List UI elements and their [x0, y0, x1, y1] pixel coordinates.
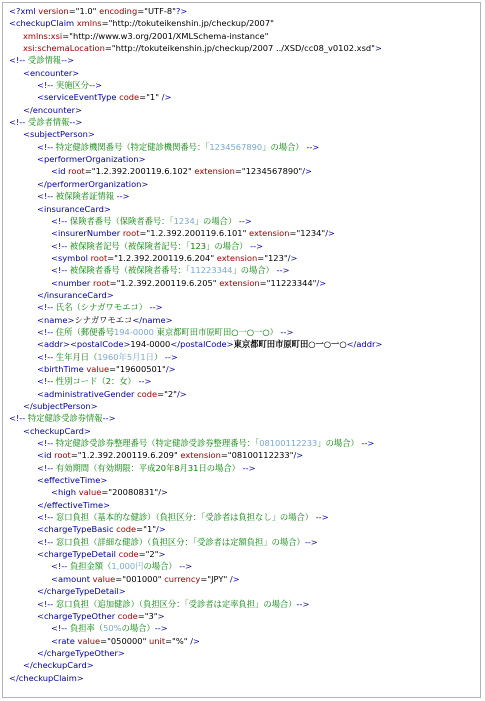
code-token-attr: extension	[216, 252, 258, 263]
code-token-attr: extension	[249, 228, 290, 239]
code-token-tag: <!--	[51, 623, 70, 634]
code-token-com: 負担金額（	[69, 561, 112, 572]
code-token-val: ="1.2.392.200119.6.205"	[109, 277, 220, 288]
code-token-faint: 194-0000	[114, 326, 154, 337]
code-line	[9, 437, 382, 449]
code-line	[9, 449, 382, 461]
code-line	[9, 67, 382, 79]
code-line	[9, 326, 382, 338]
code-line	[9, 511, 382, 523]
code-token-text: シナガワモエコ	[74, 314, 133, 325]
code-token-val: ="20080831"	[101, 487, 159, 498]
code-token-tag: <high	[51, 487, 79, 498]
code-token-tag: />	[293, 450, 304, 461]
code-line	[9, 388, 382, 400]
code-token-tag: >	[374, 43, 382, 54]
code-token-tag: <!--	[37, 191, 56, 202]
code-token-attr: root	[54, 450, 71, 461]
code-token-faint: 1234	[173, 215, 195, 226]
code-line	[9, 264, 382, 276]
code-line	[9, 30, 382, 42]
code-token-tag: </chargeTypeOther>	[37, 647, 125, 658]
code-token-faint: 50%	[103, 623, 122, 634]
code-token-faint: 1234567890	[209, 141, 263, 152]
code-token-tag: -->	[313, 512, 329, 523]
code-token-tag: <!--	[51, 561, 70, 572]
code-line	[9, 17, 382, 29]
code-token-tag: -->	[277, 326, 294, 337]
code-token-attr: extension	[180, 450, 221, 461]
code-token-val: ="001000"	[115, 573, 165, 584]
code-token-val: ="1.2.392.200119.6.209"	[70, 450, 181, 461]
code-token-tag: <!--	[37, 536, 56, 547]
code-token-val: ="1.2.392.200119.6.102"	[84, 166, 195, 177]
code-token-tag: <!--	[37, 462, 56, 473]
code-token-com: 被保険者記号（被保険者記号：「123」の場合）	[69, 240, 248, 251]
code-token-tag: <serviceEventType	[37, 92, 120, 103]
code-token-com: 特定健診機関番号（特定健診機関番号：「	[55, 141, 210, 152]
code-token-tag: <checkupClaim	[9, 18, 77, 29]
code-token-val: ="http://tokuteikenshin.jp/checkup/2007 ../XSD/cc08_v0102.xsd"	[104, 43, 375, 54]
code-token-tag: ?>	[176, 6, 188, 16]
code-line	[9, 523, 382, 535]
code-token-tag: </checkupClaim>	[9, 672, 84, 683]
code-line	[9, 91, 382, 103]
code-token-tag: <encounter>	[23, 67, 80, 78]
code-token-val: ="1234"	[289, 228, 326, 239]
code-token-tag: -->	[303, 141, 320, 152]
code-token-tag: >	[158, 549, 166, 560]
code-token-com: 負担率（	[69, 623, 104, 634]
code-token-tag: <id	[51, 166, 69, 177]
code-line	[9, 635, 382, 647]
code-line	[9, 462, 382, 474]
code-token-com: 保険者番号（保険者番号：「	[69, 215, 174, 226]
code-token-tag: />	[316, 277, 327, 288]
code-token-attr: root	[92, 277, 110, 288]
code-token-val: ="2"	[138, 549, 159, 560]
code-token-tag: <amount	[51, 573, 93, 584]
code-token-attr: value	[86, 363, 110, 374]
code-token-tag: />	[177, 388, 187, 399]
code-line	[9, 363, 382, 375]
code-token-tag: />	[190, 635, 200, 646]
code-token-tag: <administrativeGender	[37, 388, 138, 399]
code-token-tag: <id	[37, 450, 55, 461]
code-line	[9, 412, 382, 424]
code-token-attr: xmlns:xsi	[23, 30, 63, 41]
code-token-attr: code	[137, 388, 158, 399]
code-token-tag: />	[158, 487, 168, 498]
code-line	[9, 499, 382, 511]
code-token-tag: <!--	[37, 376, 56, 387]
code-token-tag: <!--	[37, 512, 56, 523]
code-token-attr: value	[77, 635, 101, 646]
code-line	[9, 227, 382, 239]
code-token-com: 氏名（シナガワモエコ）	[55, 302, 148, 313]
code-line	[9, 672, 382, 684]
code-token-tag: -->	[61, 55, 75, 66]
code-token-val: ="%"	[165, 635, 191, 646]
code-token-attr: extension	[194, 166, 235, 177]
code-token-attr: code	[116, 524, 137, 535]
code-token-tag: <addr>	[37, 339, 70, 350]
code-token-tag: />	[287, 252, 298, 263]
code-token-tag: <!--	[37, 141, 56, 152]
code-line	[9, 79, 382, 91]
code-line	[9, 314, 382, 326]
code-line	[9, 240, 382, 252]
code-line	[9, 5, 382, 17]
code-line	[9, 277, 382, 289]
code-token-attr: xmlns	[76, 18, 102, 29]
code-token-com: の場合）	[143, 561, 177, 572]
code-token-faint: 11223344	[190, 265, 233, 276]
code-token-com: 被保険者証情報	[55, 191, 114, 202]
code-token-tag: <!--	[9, 117, 28, 128]
code-token-tag: </addr>	[346, 339, 383, 350]
code-token-tag: </name>	[132, 314, 173, 325]
code-token-attr: root	[122, 228, 140, 239]
code-line	[9, 42, 382, 54]
code-token-tag: <?xml	[9, 6, 39, 16]
code-token-com: 受診者情報	[27, 117, 70, 128]
code-line	[9, 128, 382, 140]
code-token-attr: version	[38, 6, 69, 16]
code-token-tag: <postalCode>	[69, 339, 131, 350]
code-token-tag: -->	[114, 191, 130, 202]
code-token-tag: <!--	[9, 413, 28, 424]
code-line	[9, 598, 382, 610]
code-token-attr: value	[92, 573, 116, 584]
code-token-tag: />	[302, 166, 312, 177]
code-line	[9, 215, 382, 227]
code-token-tag: -->	[69, 117, 83, 128]
code-line	[9, 301, 382, 313]
code-token-attr: value	[78, 487, 102, 498]
code-token-com: 生年月日（	[55, 351, 98, 362]
xml-code-block	[9, 5, 382, 684]
code-token-tag: -->	[239, 462, 256, 473]
code-token-tag: </subjectPerson>	[23, 401, 98, 411]
code-token-tag: </performerOrganization>	[37, 178, 149, 189]
code-token-tag: <!--	[9, 55, 28, 66]
code-token-com: 特定健診受診券情報	[27, 413, 103, 424]
code-token-tag: <!--	[37, 598, 56, 609]
code-token-tag: <!--	[51, 215, 70, 226]
code-token-com: 」の場合）	[262, 141, 304, 152]
code-line	[9, 622, 382, 634]
code-token-com: 住所（郵便番号	[55, 326, 114, 337]
code-line	[9, 116, 382, 128]
code-line	[9, 647, 382, 659]
code-token-tag: -->	[247, 240, 264, 251]
code-line	[9, 338, 382, 350]
code-token-tag: -->	[135, 376, 152, 387]
code-token-com: 窓口負担（詳細な健診）（負担区分：「受診者は定額負担」の場合）	[55, 536, 305, 547]
code-token-attr: extension	[219, 277, 260, 288]
code-token-val: ="http://tokuteikenshin.jp/checkup/2007"	[101, 18, 274, 29]
code-token-com: 窓口負担（基本的な健診）（負担区分：「受診者は負担なし」の場合）	[55, 512, 314, 523]
code-token-attr: code	[119, 92, 140, 103]
code-token-tag: </encounter>	[23, 104, 82, 115]
code-token-tag: -->	[154, 623, 168, 634]
code-token-tag: />	[325, 228, 335, 239]
code-line	[9, 54, 382, 66]
code-token-tag: -->	[147, 302, 163, 313]
code-token-tag: -->	[89, 80, 103, 91]
code-line	[9, 141, 382, 153]
code-line	[9, 585, 382, 597]
code-token-tag: <insuranceCard>	[37, 203, 111, 214]
code-token-tag: />	[165, 363, 176, 374]
code-token-tag: <!--	[37, 351, 56, 362]
code-token-val: ="UTF-8"	[137, 6, 176, 16]
code-line	[9, 190, 382, 202]
code-line	[9, 474, 382, 486]
code-token-com: 特定健診受診券整理番号（特定健診受診券整理番号：「	[55, 438, 260, 449]
code-token-attr: xsi:schemaLocation	[23, 43, 105, 54]
code-token-com: 性別コード（2：女）	[55, 376, 136, 387]
code-token-tag: <!--	[37, 80, 56, 91]
code-line	[9, 252, 382, 264]
code-token-val: ="1.2.392.200119.6.101"	[139, 228, 250, 239]
code-token-tag: -->	[176, 561, 193, 572]
code-token-tag: <rate	[51, 635, 78, 646]
code-token-val: ="3"	[137, 610, 158, 621]
code-line	[9, 178, 382, 190]
code-token-tag: -->	[273, 265, 290, 276]
code-token-attr: root	[68, 166, 85, 177]
code-token-tag: <!--	[37, 326, 56, 337]
code-token-val: ="050000"	[100, 635, 150, 646]
code-token-tag: </postalCode>	[170, 339, 234, 350]
code-token-tag: <insurerNumber	[51, 228, 123, 239]
code-token-com: 東京都町田市原町田○一○一○）	[153, 326, 278, 337]
code-token-tag: </checkupCard>	[23, 660, 94, 671]
code-token-val: ="1"	[136, 524, 157, 535]
code-token-tag: </chargeTypeDetail>	[37, 586, 126, 597]
code-token-faint: 1960年5月1日	[97, 351, 154, 362]
code-line	[9, 104, 382, 116]
code-token-com: 」の場合）	[194, 215, 237, 226]
code-token-tag: -->	[102, 413, 116, 424]
code-token-tag: -->	[162, 351, 178, 362]
code-token-attr: currency	[164, 573, 201, 584]
code-token-attr: unit	[149, 635, 166, 646]
code-line	[9, 610, 382, 622]
code-line	[9, 351, 382, 363]
code-line	[9, 203, 382, 215]
code-line	[9, 548, 382, 560]
code-token-val: ="JPY"	[200, 573, 228, 584]
code-token-tag: <symbol	[51, 252, 91, 263]
code-token-com: ）	[153, 351, 163, 362]
code-token-val: ="2"	[157, 388, 178, 399]
code-token-com: 実施区分	[55, 80, 90, 91]
code-token-attr: code	[118, 549, 139, 560]
code-line	[9, 153, 382, 165]
code-token-tag: -->	[358, 438, 375, 449]
code-token-faint: 1,000円	[111, 561, 144, 572]
code-token-tag: <name>	[37, 314, 75, 325]
code-token-val: ="123"	[257, 252, 288, 263]
xml-document-view	[2, 2, 481, 698]
code-line	[9, 165, 382, 177]
code-token-val: ="1.2.392.200119.6.204"	[107, 252, 217, 263]
code-line	[9, 536, 382, 548]
code-token-attr: code	[117, 610, 138, 621]
code-token-tag: -->	[236, 215, 252, 226]
code-token-tag: <effectiveTime>	[37, 475, 108, 486]
code-line	[9, 560, 382, 572]
code-token-tag: </insuranceCard>	[37, 289, 114, 300]
code-token-tag: <birthTime	[37, 363, 87, 374]
code-token-tag: -->	[296, 598, 310, 609]
code-token-tag: <chargeTypeBasic	[37, 524, 117, 535]
code-token-val: ="1234567890"	[234, 166, 303, 177]
code-line	[9, 486, 382, 498]
code-token-val: ="1"	[139, 92, 162, 103]
code-line	[9, 289, 382, 301]
code-token-bold: 東京都町田市原町田○一○一○	[233, 339, 347, 350]
code-token-val: ="http://www.w3.org/2001/XMLSchema-instance"	[62, 30, 269, 41]
code-token-tag: <number	[51, 277, 93, 288]
code-line	[9, 659, 382, 671]
code-token-tag: />	[227, 573, 240, 584]
code-token-tag: </effectiveTime>	[37, 499, 111, 510]
code-token-com: 」の場合）	[317, 438, 359, 449]
code-line	[9, 400, 382, 412]
code-token-tag: <!--	[51, 240, 70, 251]
code-token-tag: >	[157, 610, 165, 621]
code-token-tag: <performerOrganization>	[37, 154, 146, 165]
code-token-com: 有効期間（有効期限：平成20年8月31日の場合）	[55, 462, 240, 473]
code-token-tag: />	[161, 92, 172, 103]
code-token-tag: -->	[304, 536, 318, 547]
code-token-tag: <!--	[37, 438, 56, 449]
code-token-val: ="08100112233"	[220, 450, 294, 461]
code-token-val: ="11223344"	[259, 277, 317, 288]
code-token-attr: encoding	[99, 6, 138, 16]
code-line	[9, 573, 382, 585]
code-token-com: の場合）	[121, 623, 155, 634]
code-token-val: ="1.0"	[68, 6, 100, 16]
code-token-com: 」の場合）	[232, 265, 274, 276]
code-token-tag: <checkupCard>	[23, 425, 91, 436]
code-token-tag: <!--	[37, 302, 56, 313]
code-token-tag: <!--	[51, 265, 70, 276]
code-token-tag: />	[156, 524, 166, 535]
code-line	[9, 425, 382, 437]
code-token-faint: 08100112233	[259, 438, 318, 449]
code-token-com: 窓口負担（追加健診）（負担区分：「受診者は定率負担」の場合）	[55, 598, 297, 609]
code-token-tag: <subjectPerson>	[23, 129, 95, 140]
code-token-com: 受診情報	[27, 55, 62, 66]
code-line	[9, 375, 382, 387]
code-token-com: 被保険者番号（被保険者番号：「	[69, 265, 191, 276]
code-token-tag: <chargeTypeDetail	[37, 549, 119, 560]
code-token-text: 194-0000	[130, 339, 171, 350]
code-token-attr: root	[90, 252, 108, 263]
code-token-val: ="19600501"	[109, 363, 166, 374]
code-token-tag: <chargeTypeOther	[37, 610, 118, 621]
